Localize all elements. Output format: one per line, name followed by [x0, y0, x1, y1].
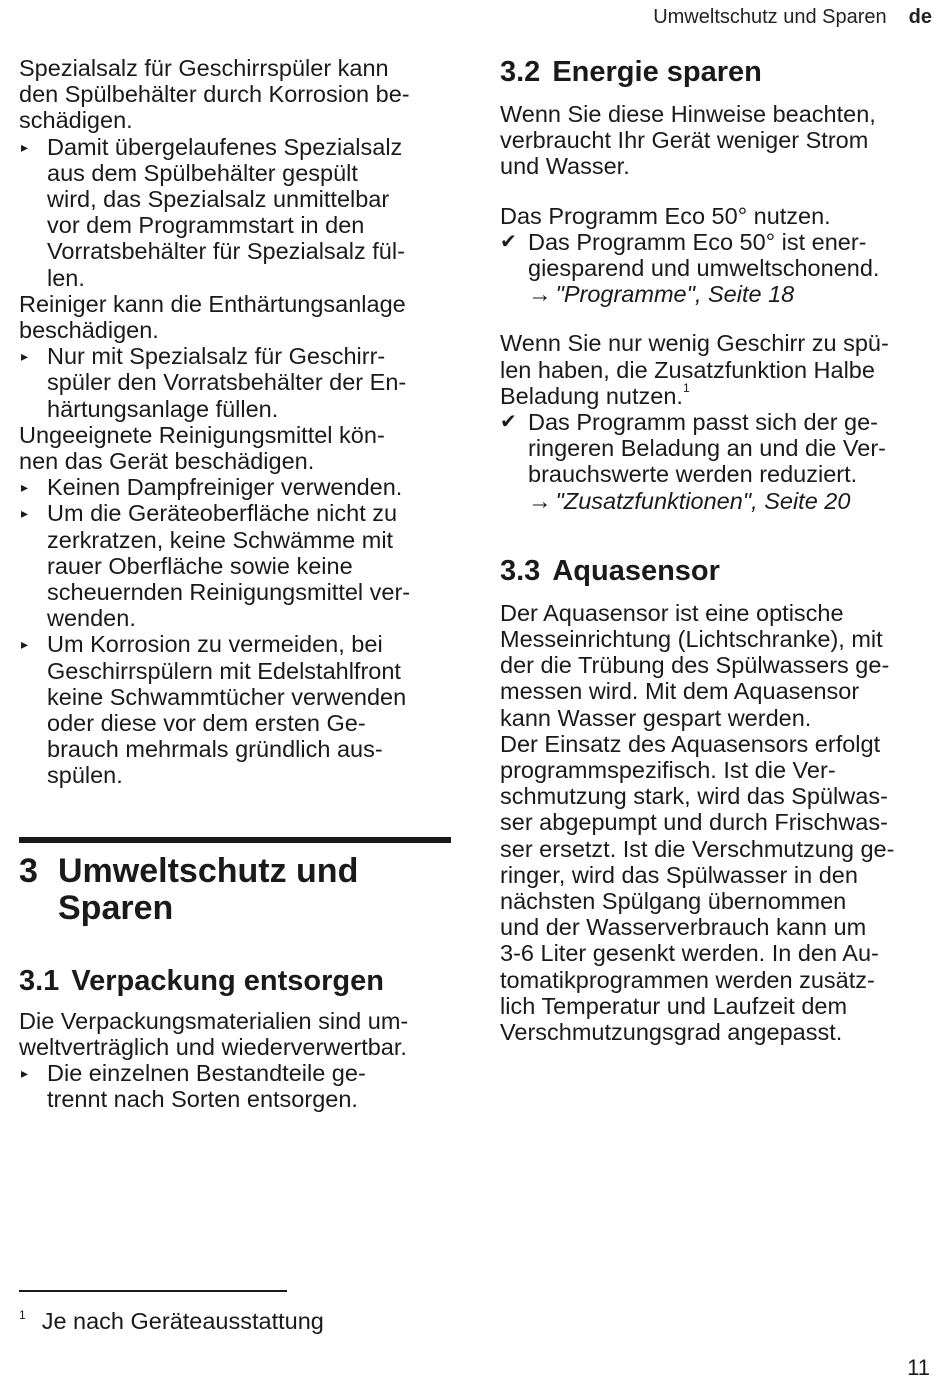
line: schmutzung stark, wird das Spülwas- [500, 783, 888, 810]
line: programmspezifisch. Ist die Ver- [500, 757, 836, 784]
checkmark-icon: ✔ [500, 230, 517, 253]
line: Spezialsalz für Geschirrspüler kann [19, 55, 389, 81]
line: len. [47, 264, 85, 291]
arrow-right-icon: → [528, 281, 552, 308]
line: aus dem Spülbehälter gespült [47, 159, 358, 186]
xref-text: "Programme", Seite 18 [555, 281, 795, 308]
line: giesparend und umweltschonend. [528, 255, 880, 282]
section-number: 3.3 [500, 554, 541, 587]
cross-reference-link[interactable] [500, 281, 930, 307]
bullet-item [19, 1060, 451, 1112]
line: kann Wasser gespart werden. [500, 704, 812, 731]
bullet-triangle-icon: ▸ [21, 1065, 29, 1082]
half-load-text [500, 330, 930, 409]
line: tomatikprogrammen werden zusätz- [500, 966, 875, 993]
right-column [500, 55, 930, 1045]
chapter-title-line: Sparen [58, 888, 174, 927]
line: 3-6 Liter gesenkt werden. In den Au- [500, 940, 879, 967]
bullet-triangle-icon: ▸ [21, 636, 29, 653]
line: Verschmutzungsgrad angepasst. [500, 1019, 843, 1046]
line: Vorratsbehälter für Spezialsalz fül- [47, 238, 405, 265]
bullet-item [19, 343, 451, 422]
line: Wenn Sie diese Hinweise beachten, [500, 101, 876, 127]
section-title: Verpackung entsorgen [71, 964, 384, 997]
xref-text: "Zusatzfunktionen", Seite 20 [555, 487, 851, 514]
line: verbraucht Ihr Gerät weniger Strom [500, 127, 869, 154]
line: nen das Gerät beschädigen. [19, 448, 315, 475]
bullet-item [19, 474, 451, 500]
line: Um die Geräteoberfläche nicht zu [47, 500, 398, 527]
bullet-item [19, 134, 451, 291]
section-number: 3.1 [19, 964, 60, 997]
warning-cleaner-text [19, 291, 451, 343]
line: len haben, die Zusatzfunktion Halbe [500, 356, 875, 383]
line: nächsten Spülgang übernommen [500, 888, 847, 915]
bullet-triangle-icon: ▸ [21, 505, 29, 522]
footnote-rule [19, 1290, 287, 1292]
bullet-item [19, 631, 451, 788]
language-code: de [908, 6, 932, 28]
line: den Spülbehälter durch Korrosion be- [19, 81, 410, 108]
line: Der Einsatz des Aquasensors erfolgt [500, 730, 881, 757]
line: Der Aquasensor ist eine optische [500, 599, 844, 626]
line: Beladung nutzen. [500, 382, 683, 409]
bullet-triangle-icon: ▸ [21, 348, 29, 365]
line: vor dem Programmstart in den [47, 212, 365, 239]
section-heading [500, 55, 930, 89]
line: messen wird. Mit dem Aquasensor [500, 678, 860, 705]
line: brauchswerte werden reduziert. [528, 461, 858, 488]
line: oder diese vor dem ersten Ge- [47, 710, 366, 737]
result-item [500, 409, 930, 488]
line: Geschirrspülern mit Edelstahlfront [47, 657, 401, 684]
line: brauch mehrmals gründlich aus- [47, 736, 383, 763]
line: schädigen. [19, 107, 133, 134]
result-item [500, 229, 930, 281]
footnote-mark: 1 [19, 1308, 26, 1322]
line: rauer Oberfläche sowie keine [47, 552, 353, 579]
chapter-rule [19, 837, 451, 843]
energy-intro-text [500, 101, 930, 180]
aquasensor-detail-text [500, 731, 930, 1045]
line: lich Temperatur und Laufzeit dem [500, 992, 848, 1019]
eco-program-text: Das Programm Eco 50° nutzen. [500, 202, 831, 229]
aquasensor-intro-text [500, 600, 930, 731]
warning-salt-text [19, 55, 451, 134]
chapter-title-line: Umweltschutz und [58, 851, 359, 890]
cross-reference-link[interactable] [500, 488, 930, 514]
line: und Wasser. [500, 153, 630, 180]
header-title: Umweltschutz und Sparen [653, 6, 887, 28]
line: scheuernden Reinigungsmittel ver- [47, 579, 411, 606]
section-title: Aquasensor [552, 554, 720, 587]
arrow-right-icon: → [528, 487, 552, 514]
packaging-text [19, 1008, 451, 1060]
bullet-item [19, 500, 451, 631]
line: spülen. [47, 762, 123, 789]
running-header [653, 6, 932, 29]
line: ringer, wird das Spülwasser in den [500, 861, 858, 888]
line: und der Wasserverbrauch kann um [500, 914, 867, 941]
line: Die einzelnen Bestandteile ge- [47, 1060, 366, 1087]
line: härtungsanlage füllen. [47, 395, 279, 422]
line: der die Trübung des Spülwassers ge- [500, 652, 890, 679]
chapter-number: 3 [19, 851, 38, 890]
line: Um Korrosion zu vermeiden, bei [47, 631, 383, 658]
section-heading [19, 964, 451, 998]
line: weltverträglich und wiederverwertbar. [19, 1033, 407, 1060]
line: Das Programm Eco 50° ist ener- [528, 228, 867, 255]
section-title: Energie sparen [552, 56, 762, 88]
line: spüler den Vorratsbehälter der En- [47, 369, 407, 396]
page-number: 11 [907, 1355, 930, 1380]
bullet-triangle-icon: ▸ [21, 479, 29, 496]
chapter-heading [19, 853, 451, 927]
footnote [19, 1308, 324, 1335]
left-column [19, 55, 451, 1113]
checkmark-icon: ✔ [500, 411, 517, 434]
line: ser ersetzt. Ist die Verschmutzung ge- [500, 835, 895, 862]
line: zerkratzen, keine Schwämme mit [47, 526, 394, 553]
line: wenden. [47, 605, 136, 632]
line: Die Verpackungsmaterialien sind um- [19, 1007, 409, 1034]
line: Das Programm passt sich der ge- [528, 409, 879, 436]
line: ser abgepumpt und durch Frischwas- [500, 809, 888, 836]
line: Messeinrichtung (Lichtschranke), mit [500, 626, 883, 653]
line: Damit übergelaufenes Spezialsalz [47, 133, 403, 160]
line: wird, das Spezialsalz unmittelbar [47, 186, 390, 213]
warning-detergent-text [19, 422, 451, 474]
line: ringeren Beladung an und die Ver- [528, 435, 886, 462]
line: beschädigen. [19, 317, 159, 344]
bullet-triangle-icon: ▸ [21, 138, 29, 155]
line: Ungeeignete Reinigungsmittel kön- [19, 421, 385, 448]
line: Keinen Dampfreiniger verwenden. [47, 474, 403, 501]
footnote-reference[interactable]: 1 [682, 380, 690, 395]
line: Nur mit Spezialsalz für Geschirr- [47, 343, 386, 370]
line: Wenn Sie nur wenig Geschirr zu spü- [500, 330, 889, 357]
line: trennt nach Sorten entsorgen. [47, 1086, 358, 1113]
footnote-text: Je nach Geräteausstattung [41, 1308, 324, 1334]
line: Reiniger kann die Enthärtungsanlage [19, 290, 406, 317]
section-heading [500, 554, 930, 588]
line: keine Schwammtücher verwenden [47, 683, 407, 710]
section-number: 3.2 [500, 56, 541, 88]
